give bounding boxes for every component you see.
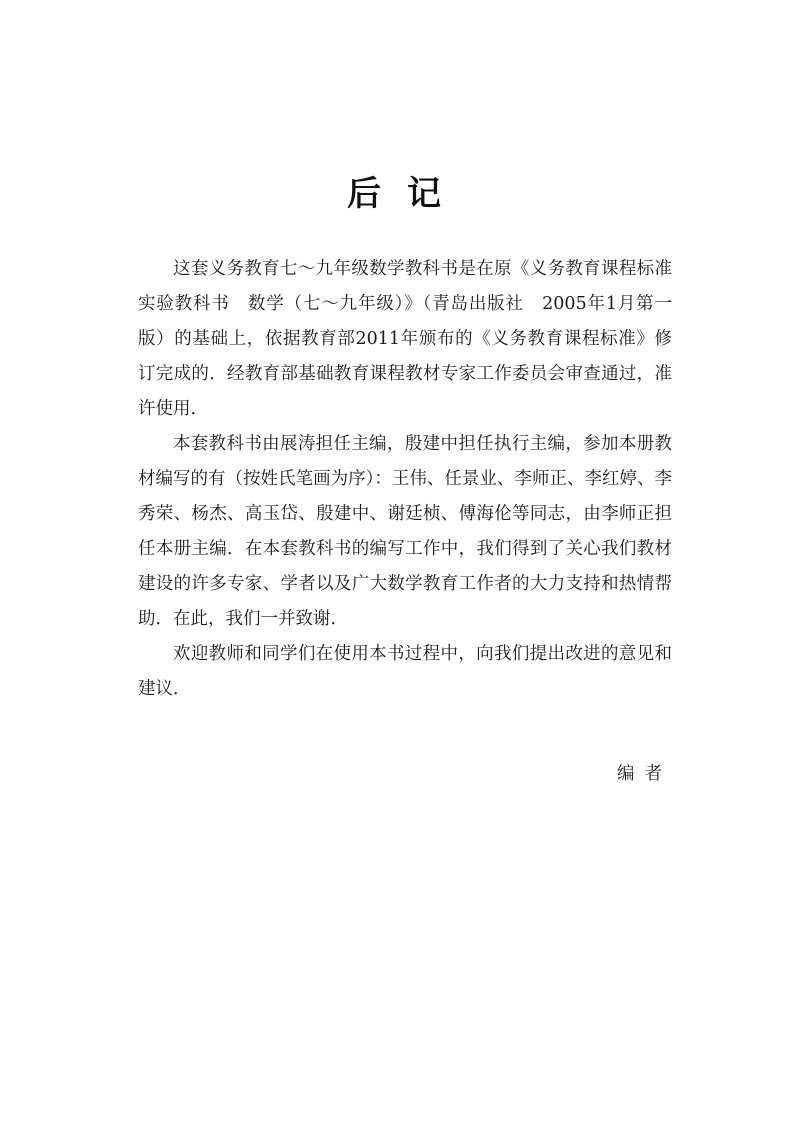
page-title: 后记 [347, 174, 467, 214]
paragraph-intro: 这套义务教育七～九年级数学教科书是在原《义务教育课程标准实验教科书 数学（七～九年级）》（青岛出版社 2005年1月第一版）的基础上，依据教育部2011年颁布的《义务教育课程标准》修订完成的．经教育部基础教育课程教材专家工作委员会审查通过，准许使用． [138, 259, 672, 419]
paragraph-feedback: 欢迎教师和同学们在使用本书过程中，向我们提出改进的意见和建议． [138, 644, 672, 699]
signature: 编者 [617, 764, 672, 784]
body-text [138, 252, 672, 707]
paragraph-authors: 本套教科书由展涛担任主编，殷建中担任执行主编，参加本册教材编写的有（按姓氏笔画为序）：王伟、任景业、李师正、李红婷、李秀荣、杨杰、高玉岱、殷建中、谢廷桢、傅海伦等同志，由李师正担任本册主编．在本套教科书的编写工作中，我们得到了关心我们教材建设的许多专家、学者以及广大数学教育工作者的大力支持和热情帮助．在此，我们一并致谢． [138, 434, 672, 629]
